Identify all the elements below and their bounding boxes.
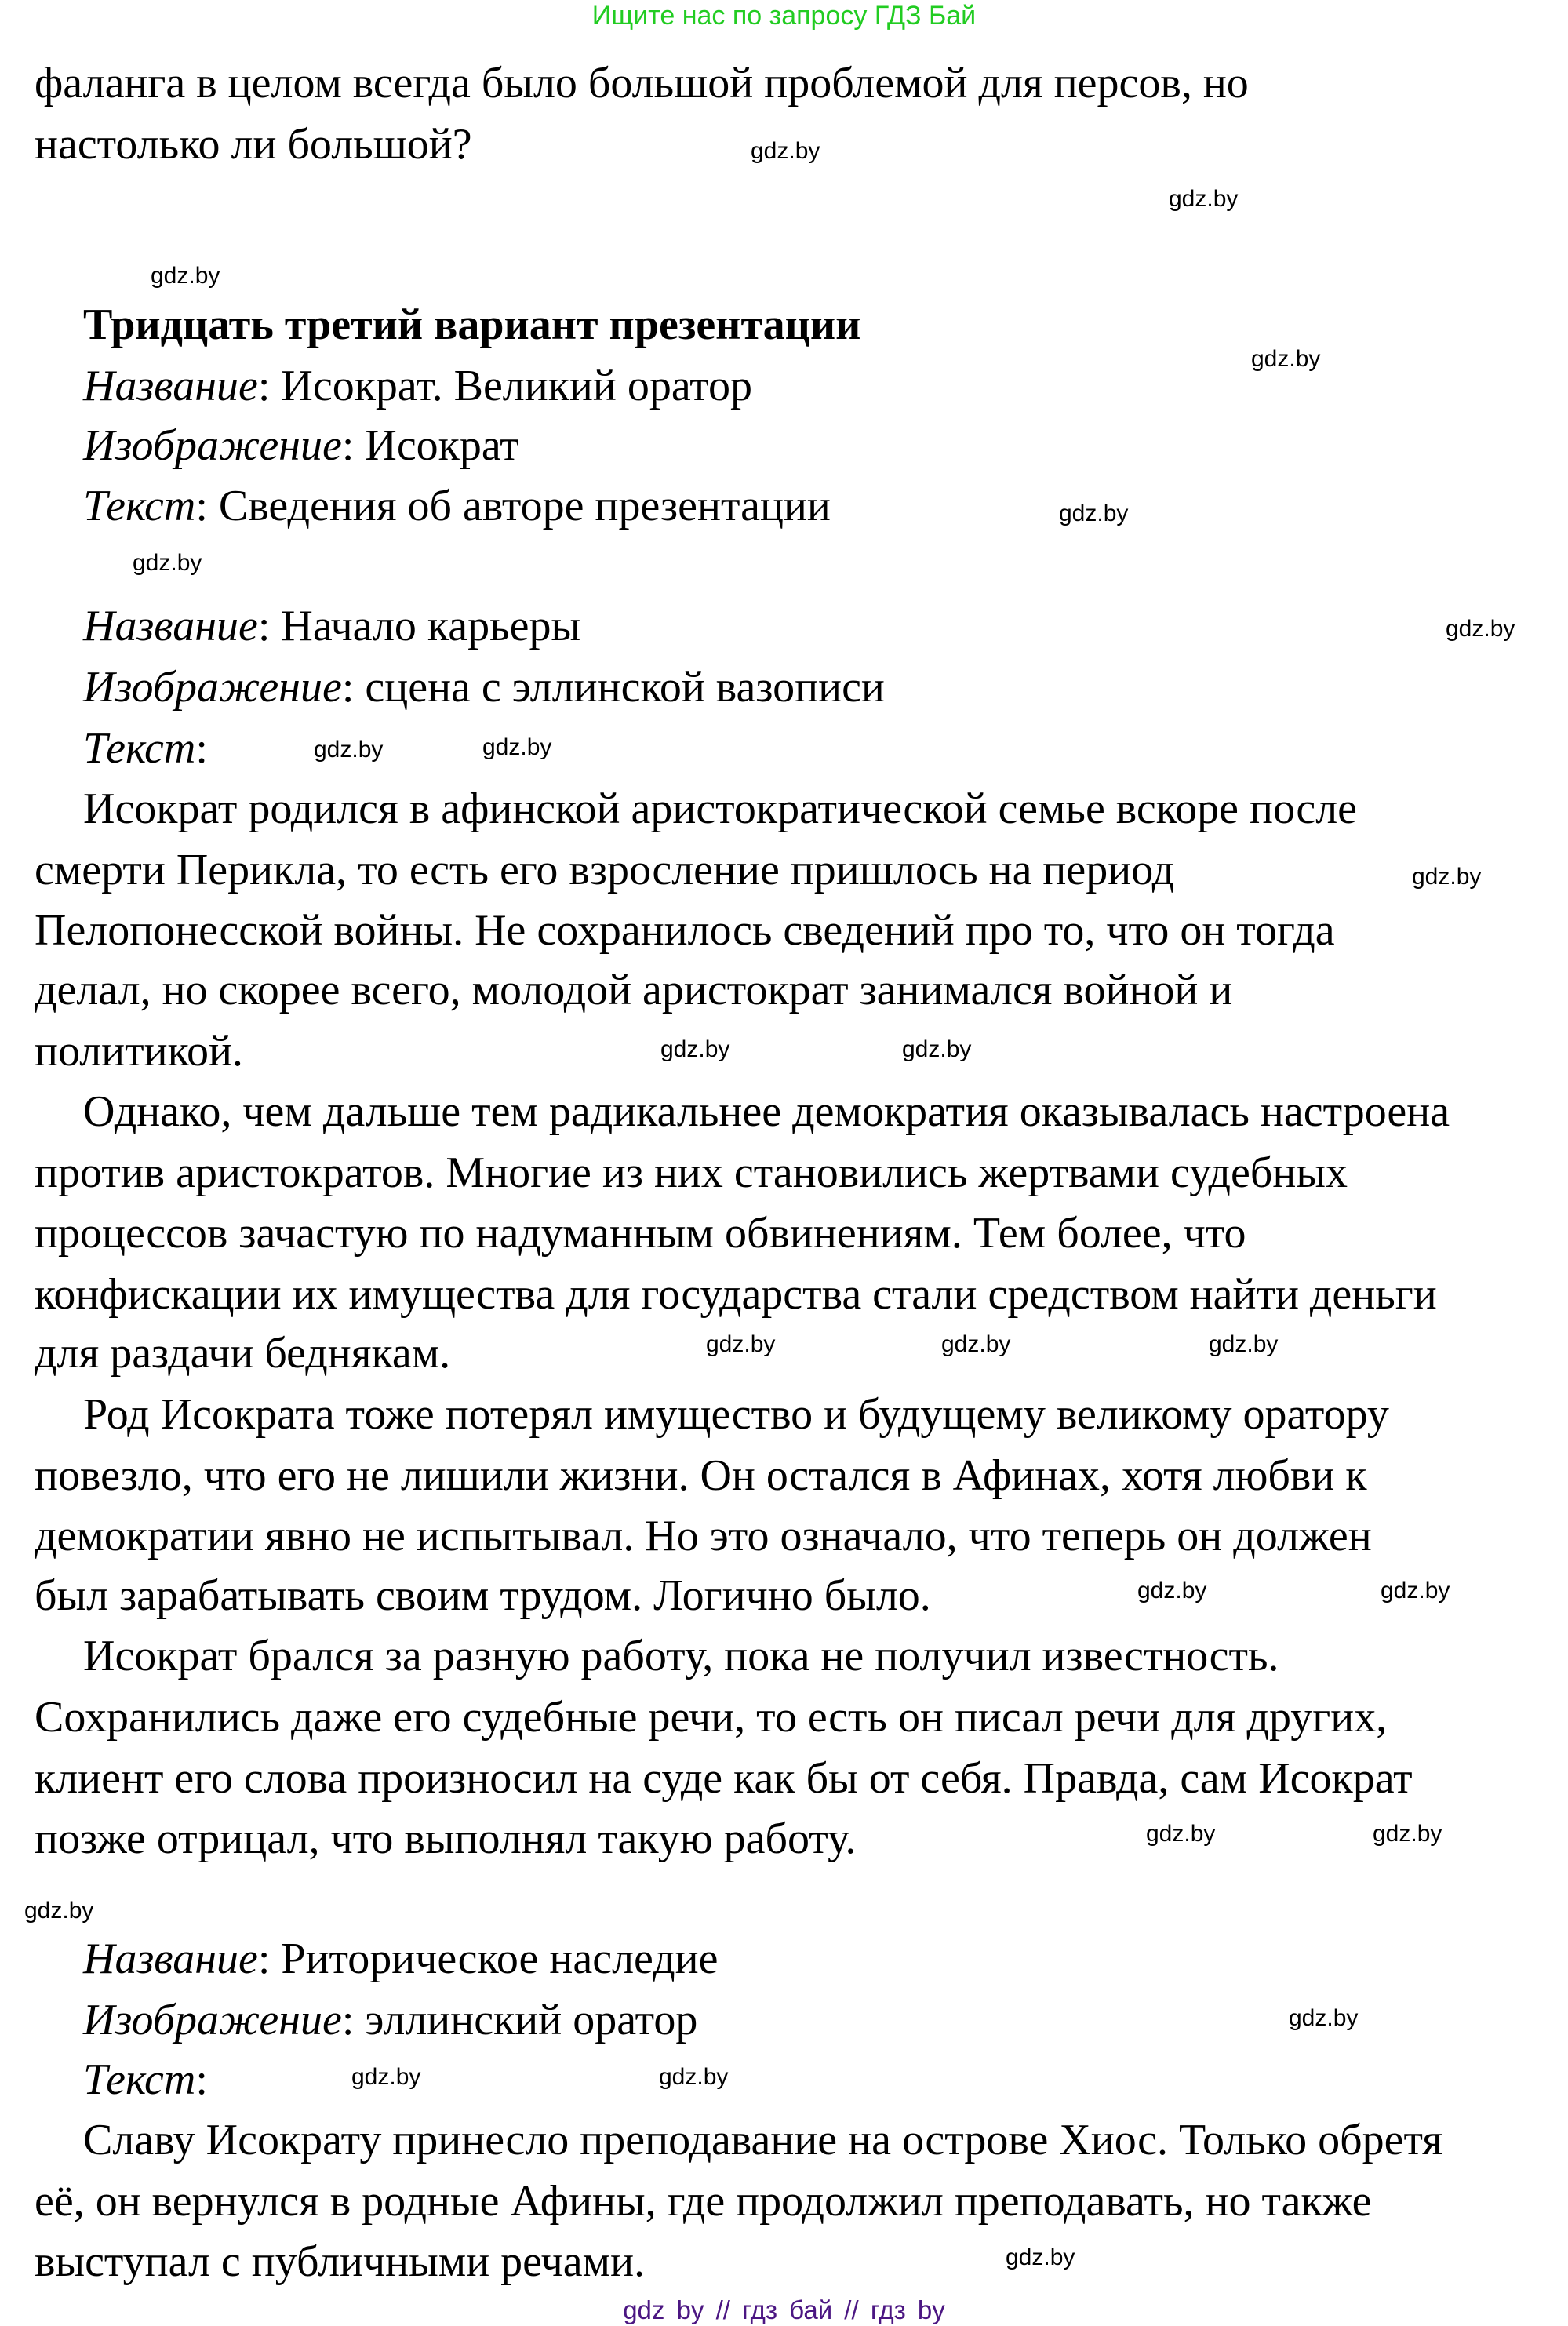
text-line: демократии явно не испытывал. Но это означало, что теперь он должен [35, 1512, 1372, 1560]
text-line: позже отрицал, что выполнял такую работу. [35, 1815, 857, 1863]
slide-2-title [83, 599, 580, 653]
text-line: процессов зачастую по надуманным обвинениям. Тем более, что [35, 1209, 1246, 1258]
text-line: Пелопонесской войны. Не сохранилось сведений про то, что он тогда [35, 906, 1335, 955]
value: : Исократ [341, 421, 519, 470]
watermark: gdz.by [1006, 2244, 1075, 2270]
label: Изображение [83, 663, 342, 712]
watermark: gdz.by [902, 1036, 972, 1062]
text-line: Сохранились даже его судебные речи, то есть он писал речи для других, [35, 1693, 1388, 1742]
text-line: конфискации их имущества для государства стали средством найти деньги [35, 1270, 1437, 1319]
text-line: делал, но скорее всего, молодой аристократ занимался войной и [35, 966, 1233, 1014]
label: Текст [83, 724, 196, 773]
text-line: был зарабатывать своим трудом. Логично было. [35, 1571, 931, 1620]
text-line: настолько ли большой? [35, 120, 472, 169]
watermark: gdz.by [1146, 1821, 1216, 1847]
text-line: фаланга в целом всегда было большой проблемой для персов, но [35, 59, 1249, 107]
text-line: политикой. [35, 1027, 243, 1076]
slide-3-image [83, 1993, 697, 2048]
value: : [195, 2055, 208, 2104]
text-line: клиент его слова произносил на суде как бы от себя. Правда, сам Исократ [35, 1754, 1413, 1803]
text-line: для раздачи беднякам. [35, 1329, 451, 1378]
footer-links: gdz by // гдз бай // гдз by [623, 2295, 945, 2324]
value: : Риторическое наследие [257, 1935, 719, 1983]
value: : Исократ. Великий оратор [257, 362, 752, 410]
slide-1-text [83, 479, 831, 533]
watermark: gdz.by [659, 2064, 729, 2090]
text-line: Славу Исократу принесло преподавание на острове Хиос. Только обретя [83, 2116, 1442, 2164]
watermark: gdz.by [706, 1331, 776, 1357]
watermark: gdz.by [351, 2064, 421, 2090]
text-line: Однако, чем дальше тем радикальнее демократия оказывалась настроена [83, 1087, 1450, 1136]
label: Название [83, 1935, 258, 1983]
section-heading: Тридцать третий вариант презентации [83, 300, 861, 349]
slide-3-text [83, 2052, 208, 2107]
value: : Начало карьеры [257, 602, 581, 650]
watermark: gdz.by [1209, 1331, 1279, 1357]
text-line: смерти Перикла, то есть его взросление пришлось на период [35, 846, 1175, 894]
slide-2-image [83, 660, 885, 715]
slide-3-title [83, 1931, 718, 1986]
text-line: Исократ брался за разную работу, пока не получил известность. [83, 1632, 1279, 1680]
search-hint-banner: Ищите нас по запросу ГДЗ Бай [591, 1, 977, 31]
label: Изображение [83, 421, 342, 470]
watermark: gdz.by [1059, 501, 1129, 526]
text-line: повезло, что его не лишили жизни. Он остался в Афинах, хотя любви к [35, 1451, 1367, 1500]
watermark: gdz.by [941, 1331, 1011, 1357]
text-line: её, он вернулся в родные Афины, где продолжил преподавать, но также [35, 2177, 1372, 2226]
watermark: gdz.by [1373, 1821, 1442, 1847]
label: Название [83, 602, 258, 650]
text-line: Род Исократа тоже потерял имущество и будущему великому оратору [83, 1390, 1389, 1439]
watermark: gdz.by [151, 263, 220, 289]
text-line: Исократ родился в афинской аристократической семье вскоре после [83, 784, 1357, 833]
watermark: gdz.by [1412, 864, 1482, 890]
watermark: gdz.by [133, 550, 202, 576]
watermark: gdz.by [482, 734, 552, 760]
watermark: gdz.by [751, 138, 820, 164]
slide-1-title [83, 359, 752, 413]
watermark: gdz.by [660, 1036, 730, 1062]
value: : сцена с эллинской вазописи [341, 663, 885, 712]
watermark: gdz.by [1289, 2005, 1359, 2031]
slide-2-text [83, 721, 208, 776]
watermark: gdz.by [314, 737, 384, 763]
watermark: gdz.by [1169, 186, 1239, 212]
value: : [195, 724, 208, 773]
text-line: выступал с публичными речами. [35, 2237, 646, 2286]
label: Текст [83, 482, 196, 530]
text-line: против аристократов. Многие из них становились жертвами судебных [35, 1148, 1348, 1197]
slide-1-image [83, 418, 519, 473]
label: Название [83, 362, 258, 410]
watermark: gdz.by [1446, 616, 1515, 642]
watermark: gdz.by [24, 1898, 94, 1924]
watermark: gdz.by [1251, 346, 1321, 372]
watermark: gdz.by [1137, 1578, 1207, 1603]
value: : Сведения об авторе презентации [195, 482, 831, 530]
watermark: gdz.by [1381, 1578, 1450, 1603]
label: Текст [83, 2055, 196, 2104]
value: : эллинский оратор [341, 1996, 698, 2044]
label: Изображение [83, 1996, 342, 2044]
